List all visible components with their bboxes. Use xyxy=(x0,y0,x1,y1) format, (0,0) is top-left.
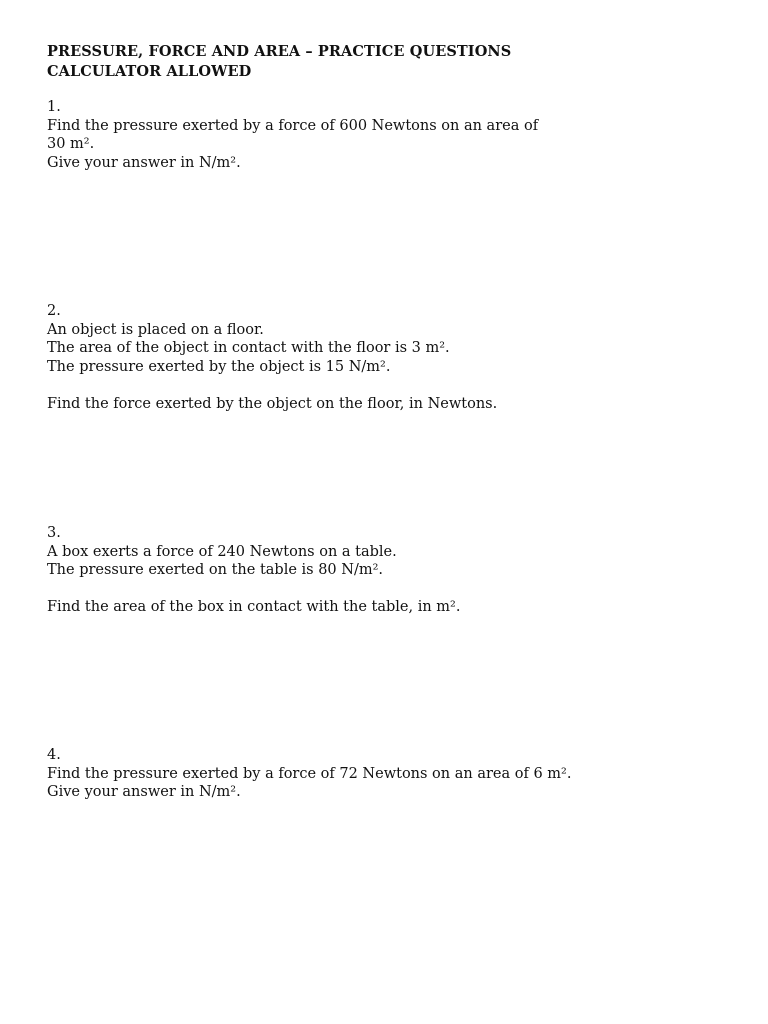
question-text-line: Give your answer in N/m². xyxy=(47,784,241,801)
question-text-line: Find the pressure exerted by a force of 72 Newtons on an area of 6 m². xyxy=(47,765,572,782)
question-text-line: The pressure exerted by the object is 15 N/m². xyxy=(47,358,391,375)
question-text-line: Find the pressure exerted by a force of 600 Newtons on an area of xyxy=(47,117,539,134)
worksheet-header xyxy=(47,42,737,82)
question-text-line: An object is placed on a floor. xyxy=(47,321,264,338)
question-4 xyxy=(47,746,571,802)
question-text-line: The area of the object in contact with the floor is 3 m². xyxy=(47,340,450,357)
page-title: PRESSURE, FORCE AND AREA – PRACTICE QUESTIONS xyxy=(47,43,512,60)
question-2 xyxy=(47,302,497,414)
question-text-line: The pressure exerted on the table is 80 N/m². xyxy=(47,562,384,579)
page-subtitle: CALCULATOR ALLOWED xyxy=(47,63,252,80)
question-text-line: Give your answer in N/m². xyxy=(47,154,241,171)
question-3 xyxy=(47,524,460,617)
question-number: 2. xyxy=(47,303,61,319)
question-number: 1. xyxy=(47,99,61,115)
question-task: Find the area of the box in contact with the table, in m². xyxy=(47,599,461,616)
question-number: 3. xyxy=(47,525,61,541)
question-text-line: A box exerts a force of 240 Newtons on a table. xyxy=(47,543,397,560)
question-task: Find the force exerted by the object on the floor, in Newtons. xyxy=(47,395,498,412)
question-text-line: 30 m². xyxy=(47,136,95,153)
spacer xyxy=(47,376,497,395)
spacer xyxy=(47,580,460,599)
question-1 xyxy=(47,98,538,172)
question-number: 4. xyxy=(47,747,61,763)
